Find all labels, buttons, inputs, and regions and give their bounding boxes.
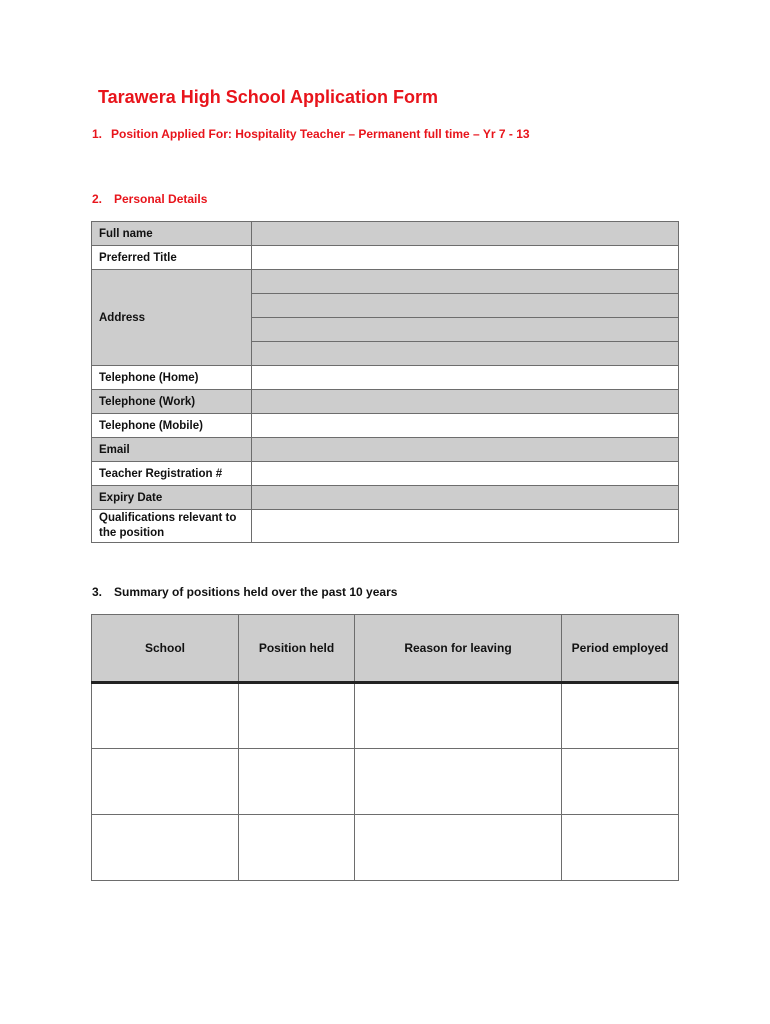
column-header-period-employed: Period employed bbox=[562, 615, 679, 683]
teacher-registration-label: Teacher Registration # bbox=[92, 462, 252, 486]
telephone-mobile-label: Telephone (Mobile) bbox=[92, 414, 252, 438]
full-name-label: Full name bbox=[92, 222, 252, 246]
section-number: 1. bbox=[92, 127, 103, 141]
section-position-applied bbox=[92, 127, 530, 141]
qualifications-field[interactable] bbox=[252, 510, 679, 543]
address-line-4-field[interactable] bbox=[252, 342, 679, 366]
section-heading-text: Personal Details bbox=[114, 192, 208, 206]
positions-table bbox=[91, 614, 679, 881]
full-name-field[interactable] bbox=[252, 222, 679, 246]
school-cell[interactable] bbox=[92, 683, 239, 749]
expiry-date-field[interactable] bbox=[252, 486, 679, 510]
table-header-row bbox=[92, 615, 679, 683]
preferred-title-field[interactable] bbox=[252, 246, 679, 270]
address-line-2-field[interactable] bbox=[252, 294, 679, 318]
email-label: Email bbox=[92, 438, 252, 462]
reason-for-leaving-cell[interactable] bbox=[355, 815, 562, 881]
teacher-registration-field[interactable] bbox=[252, 462, 679, 486]
qualifications-label: Qualifications relevant to the position bbox=[92, 510, 252, 543]
telephone-home-field[interactable] bbox=[252, 366, 679, 390]
section-personal-details bbox=[92, 192, 207, 206]
reason-for-leaving-cell[interactable] bbox=[355, 683, 562, 749]
position-held-cell[interactable] bbox=[239, 815, 355, 881]
reason-for-leaving-cell[interactable] bbox=[355, 749, 562, 815]
period-employed-cell[interactable] bbox=[562, 749, 679, 815]
school-cell[interactable] bbox=[92, 815, 239, 881]
school-cell[interactable] bbox=[92, 749, 239, 815]
table-row bbox=[92, 510, 679, 543]
table-row bbox=[92, 414, 679, 438]
position-held-cell[interactable] bbox=[239, 749, 355, 815]
section-number: 3. bbox=[92, 585, 103, 599]
table-row bbox=[92, 683, 679, 749]
column-header-school: School bbox=[92, 615, 239, 683]
email-field[interactable] bbox=[252, 438, 679, 462]
address-label: Address bbox=[92, 270, 252, 366]
table-row bbox=[92, 462, 679, 486]
column-header-reason-for-leaving: Reason for leaving bbox=[355, 615, 562, 683]
page-title: Tarawera High School Application Form bbox=[98, 87, 439, 107]
preferred-title-label: Preferred Title bbox=[92, 246, 252, 270]
telephone-home-label: Telephone (Home) bbox=[92, 366, 252, 390]
address-line-3-field[interactable] bbox=[252, 318, 679, 342]
address-line-1-field[interactable] bbox=[252, 270, 679, 294]
telephone-work-field[interactable] bbox=[252, 390, 679, 414]
period-employed-cell[interactable] bbox=[562, 683, 679, 749]
table-row bbox=[92, 815, 679, 881]
table-row bbox=[92, 270, 679, 294]
telephone-work-label: Telephone (Work) bbox=[92, 390, 252, 414]
period-employed-cell[interactable] bbox=[562, 815, 679, 881]
expiry-date-label: Expiry Date bbox=[92, 486, 252, 510]
column-header-position-held: Position held bbox=[239, 615, 355, 683]
section-number: 2. bbox=[92, 192, 103, 206]
table-row bbox=[92, 366, 679, 390]
section-positions-summary bbox=[92, 585, 397, 599]
table-row bbox=[92, 246, 679, 270]
table-row bbox=[92, 749, 679, 815]
telephone-mobile-field[interactable] bbox=[252, 414, 679, 438]
section-heading-text: Summary of positions held over the past 10 years bbox=[114, 585, 398, 599]
table-row bbox=[92, 390, 679, 414]
section-heading-text: Position Applied For: Hospitality Teacher – Permanent full time – Yr 7 - 13 bbox=[111, 127, 530, 141]
position-held-cell[interactable] bbox=[239, 683, 355, 749]
personal-details-table bbox=[91, 221, 679, 543]
table-row bbox=[92, 222, 679, 246]
table-row bbox=[92, 486, 679, 510]
table-row bbox=[92, 438, 679, 462]
